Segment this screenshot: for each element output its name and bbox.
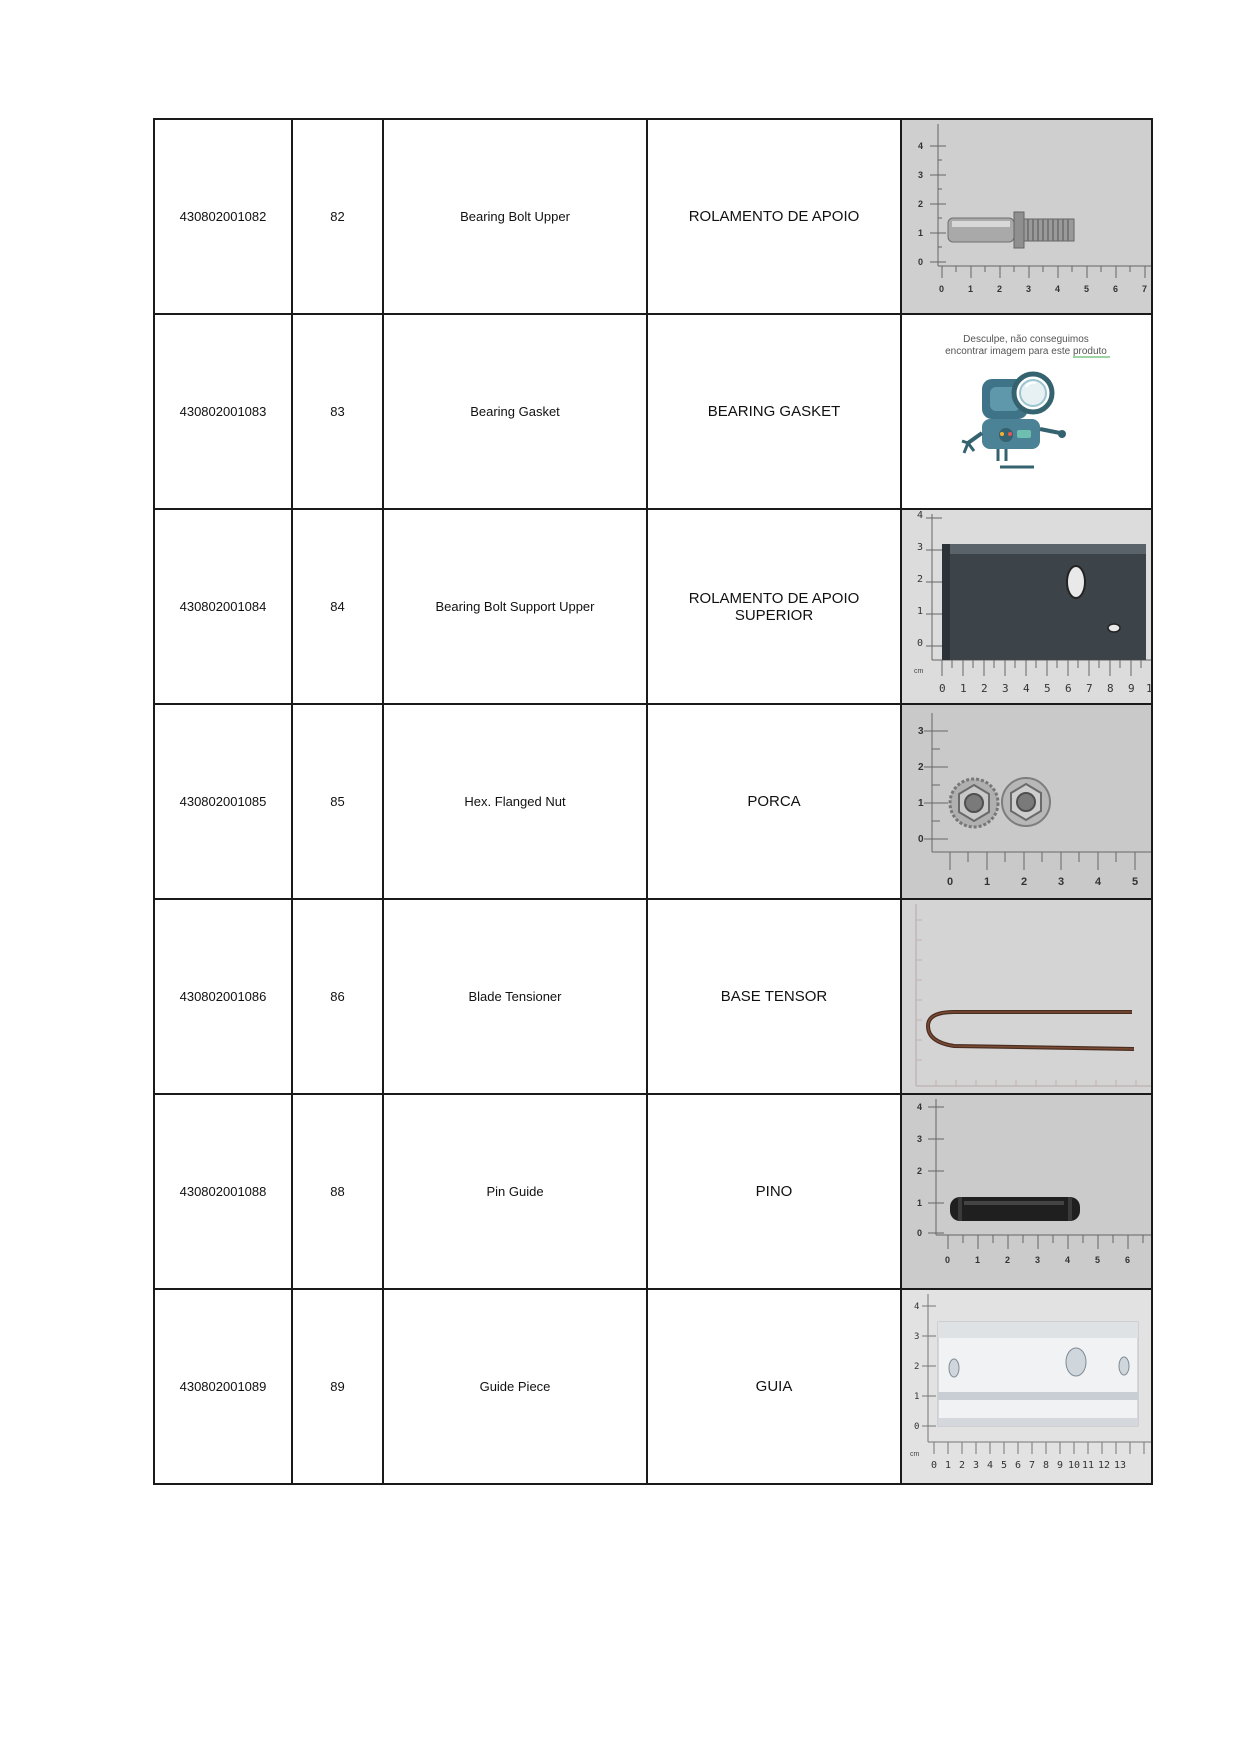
ruler-label: 2 <box>1005 1255 1011 1265</box>
ruler-label: 5 <box>1001 1460 1008 1471</box>
ruler-label: 1 <box>975 1255 981 1265</box>
part-code: 430802001086 <box>154 899 292 1094</box>
ruler-label: 0 <box>918 257 924 267</box>
pin-guide-photo <box>902 1095 1151 1288</box>
part-name-english: Pin Guide <box>383 1094 647 1289</box>
part-name-portuguese: PORCA <box>647 704 901 899</box>
ruler-label: 6 <box>1015 1460 1022 1471</box>
ruler-label: 6 <box>1065 682 1072 695</box>
ruler-label: 0 <box>947 876 954 888</box>
part-name-portuguese: ROLAMENTO DE APOIO <box>647 119 901 314</box>
part-name-english: Bearing Bolt Upper <box>383 119 647 314</box>
ruler-label: 13 <box>1114 1460 1127 1471</box>
item-number: 88 <box>292 1094 383 1289</box>
ruler-label: 3 <box>918 170 924 180</box>
ruler-label: 1 <box>960 682 967 695</box>
support-block-photo <box>902 510 1151 703</box>
ruler-label: 2 <box>981 682 988 695</box>
table-row <box>154 1094 1152 1289</box>
part-image-cell <box>901 314 1152 509</box>
ruler-label: 8 <box>1107 682 1114 695</box>
ruler-label: 7 <box>1142 284 1148 294</box>
ruler-label: 12 <box>1098 1460 1111 1471</box>
ruler-label: 9 <box>1057 1460 1064 1471</box>
ruler-label: 7 <box>1029 1460 1036 1471</box>
ruler-label: 5 <box>1095 1255 1101 1265</box>
part-name-english: Guide Piece <box>383 1289 647 1484</box>
ruler-label: 1 <box>918 798 924 809</box>
part-image-cell <box>901 1289 1152 1484</box>
ruler-label: 0 <box>939 682 946 695</box>
ruler-label: 3 <box>918 726 924 737</box>
ruler-label: 1 <box>984 876 991 888</box>
ruler-label: 0 <box>931 1460 938 1471</box>
blade-tensioner-photo <box>902 900 1151 1093</box>
ruler-label: 3 <box>917 1134 923 1144</box>
part-code: 430802001083 <box>154 314 292 509</box>
ruler-label: 3 <box>1026 284 1032 294</box>
ruler-label: 3 <box>1058 876 1065 888</box>
flanged-nut-photo <box>902 705 1151 898</box>
ruler-label: 2 <box>918 199 924 209</box>
item-number: 86 <box>292 899 383 1094</box>
parts-table <box>153 118 1153 1485</box>
ruler-label: 3 <box>973 1460 980 1471</box>
ruler-label: 6 <box>1125 1255 1131 1265</box>
part-code: 430802001085 <box>154 704 292 899</box>
ruler-label: 2 <box>1021 876 1028 888</box>
ruler-label: 4 <box>1065 1255 1071 1265</box>
part-name-english: Bearing Bolt Support Upper <box>383 509 647 704</box>
ruler-label: 2 <box>918 762 924 773</box>
ruler-unit: cm <box>914 668 924 675</box>
ruler-label: 1 <box>914 1392 920 1402</box>
ruler-label: 4 <box>914 1302 920 1312</box>
ruler-label: 4 <box>987 1460 994 1471</box>
table-row <box>154 704 1152 899</box>
ruler-label: 4 <box>1023 682 1030 695</box>
part-image-cell <box>901 509 1152 704</box>
part-image-cell <box>901 1094 1152 1289</box>
ruler-label: 0 <box>914 1422 920 1432</box>
ruler-label: 3 <box>1035 1255 1041 1265</box>
part-name-english: Blade Tensioner <box>383 899 647 1094</box>
ruler-label: 2 <box>914 1362 920 1372</box>
part-code: 430802001088 <box>154 1094 292 1289</box>
part-image-cell <box>901 119 1152 314</box>
placeholder-text: Desculpe, não conseguimos <box>963 334 1089 345</box>
ruler-label: 10 <box>1068 1460 1081 1471</box>
table-row <box>154 1289 1152 1484</box>
ruler-label: 2 <box>997 284 1003 294</box>
part-name-english: Bearing Gasket <box>383 314 647 509</box>
item-number: 84 <box>292 509 383 704</box>
part-image-cell <box>901 899 1152 1094</box>
ruler-label: 11 <box>1082 1460 1095 1471</box>
ruler-label: 1 <box>945 1460 952 1471</box>
ruler-label: 0 <box>945 1255 951 1265</box>
part-name-portuguese: PINO <box>647 1094 901 1289</box>
ruler-label: 9 <box>1128 682 1135 695</box>
ruler-label: 1 <box>918 228 924 238</box>
ruler-label: 0 <box>917 638 924 649</box>
placeholder-text: encontrar imagem para este produto <box>945 346 1107 357</box>
part-name-portuguese: GUIA <box>647 1289 901 1484</box>
ruler-label: 8 <box>1043 1460 1050 1471</box>
no-image-placeholder <box>902 315 1151 508</box>
part-code: 430802001082 <box>154 119 292 314</box>
item-number: 82 <box>292 119 383 314</box>
ruler-label: 1 <box>917 1198 923 1208</box>
part-name-english: Hex. Flanged Nut <box>383 704 647 899</box>
part-name-portuguese: ROLAMENTO DE APOIO SUPERIOR <box>647 509 901 704</box>
ruler-label: 4 <box>1095 876 1102 888</box>
ruler-label: 2 <box>917 574 924 585</box>
part-name-portuguese: BEARING GASKET <box>647 314 901 509</box>
table-row <box>154 119 1152 314</box>
ruler-label: 2 <box>959 1460 966 1471</box>
table-row <box>154 509 1152 704</box>
ruler-label: 3 <box>917 542 924 553</box>
ruler-label: 1 <box>1146 682 1153 695</box>
ruler-label: 1 <box>917 606 924 617</box>
ruler-label: 0 <box>939 284 945 294</box>
table-row <box>154 899 1152 1094</box>
item-number: 85 <box>292 704 383 899</box>
ruler-unit: cm <box>910 1451 920 1458</box>
ruler-label: 2 <box>917 1166 923 1176</box>
item-number: 89 <box>292 1289 383 1484</box>
ruler-label: 7 <box>1086 682 1093 695</box>
bearing-bolt-photo <box>902 120 1151 313</box>
ruler-label: 3 <box>914 1332 920 1342</box>
ruler-label: 4 <box>917 510 924 521</box>
ruler-label: 5 <box>1084 284 1090 294</box>
part-code: 430802001089 <box>154 1289 292 1484</box>
ruler-label: 4 <box>1055 284 1061 294</box>
ruler-label: 4 <box>918 141 924 151</box>
part-name-portuguese: BASE TENSOR <box>647 899 901 1094</box>
table-row <box>154 314 1152 509</box>
ruler-label: 0 <box>917 1228 923 1238</box>
guide-piece-photo <box>902 1290 1151 1483</box>
ruler-label: 5 <box>1044 682 1051 695</box>
ruler-label: 1 <box>968 284 974 294</box>
ruler-label: 3 <box>1002 682 1009 695</box>
ruler-label: 5 <box>1132 876 1139 888</box>
part-code: 430802001084 <box>154 509 292 704</box>
ruler-label: 4 <box>917 1102 923 1112</box>
ruler-label: 6 <box>1113 284 1119 294</box>
ruler-label: 0 <box>918 834 924 845</box>
item-number: 83 <box>292 314 383 509</box>
part-image-cell <box>901 704 1152 899</box>
